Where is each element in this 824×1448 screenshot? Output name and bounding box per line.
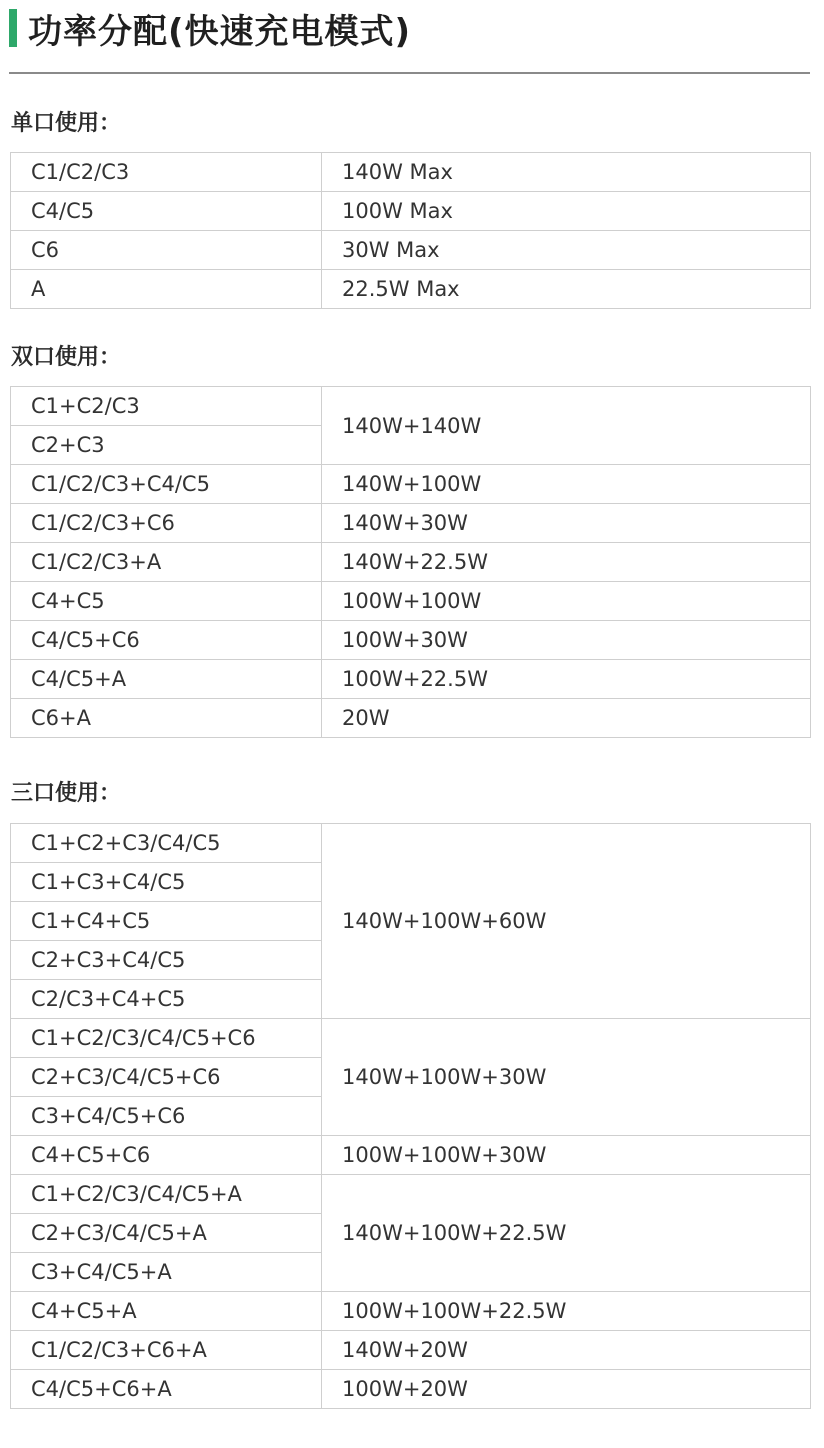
table-row [11,192,811,231]
table-row [11,1331,811,1370]
table-row [11,1175,811,1214]
section-title-triple-port: 三口使用： [11,781,122,806]
port-combo-cell: C2/C3+C4+C5 [11,980,322,1019]
page-header [9,4,411,52]
power-cell: 100W+22.5W [322,660,811,699]
port-combo-cell: C4/C5+C6 [11,621,322,660]
port-combo-cell: C1/C2/C3+C6+A [11,1331,322,1370]
port-combo-cell: C1/C2/C3+A [11,543,322,582]
power-cell: 20W [322,699,811,738]
port-combo-cell: C4/C5+C6+A [11,1370,322,1409]
port-combo-cell: C4+C5+C6 [11,1136,322,1175]
port-combo-cell: C4/C5+A [11,660,322,699]
table-row [11,1019,811,1058]
power-cell: 22.5W Max [322,270,811,309]
table-row [11,465,811,504]
port-combo-cell: C1/C2/C3+C4/C5 [11,465,322,504]
table-row [11,153,811,192]
port-combo-cell: C1+C2+C3/C4/C5 [11,824,322,863]
table-row [11,504,811,543]
triple-port-table [10,823,811,1409]
port-combo-cell: C2+C3 [11,426,322,465]
table-row [11,1370,811,1409]
power-cell: 100W+20W [322,1370,811,1409]
table-row [11,824,811,863]
power-cell: 140W+20W [322,1331,811,1370]
table-row [11,270,811,309]
port-combo-cell: A [11,270,322,309]
port-combo-cell: C1+C3+C4/C5 [11,863,322,902]
table-row [11,231,811,270]
port-combo-cell: C1+C2/C3/C4/C5+C6 [11,1019,322,1058]
power-cell: 140W+100W+60W [322,824,811,1019]
port-combo-cell: C1/C2/C3+C6 [11,504,322,543]
power-cell: 140W+100W [322,465,811,504]
accent-bar [9,9,17,47]
port-combo-cell: C4+C5+A [11,1292,322,1331]
port-combo-cell: C2+C3/C4/C5+A [11,1214,322,1253]
page-title: 功率分配(快速充电模式) [28,11,412,52]
port-combo-cell: C1+C2/C3 [11,387,322,426]
port-combo-cell: C3+C4/C5+C6 [11,1097,322,1136]
table-row [11,660,811,699]
power-cell: 140W+140W [322,387,811,465]
port-combo-cell: C4+C5 [11,582,322,621]
single-port-table [10,152,811,309]
power-cell: 100W+100W+22.5W [322,1292,811,1331]
port-combo-cell: C6+A [11,699,322,738]
port-combo-cell: C2+C3/C4/C5+C6 [11,1058,322,1097]
port-combo-cell: C3+C4/C5+A [11,1253,322,1292]
table-row [11,387,811,426]
table-row [11,1136,811,1175]
section-title-single-port: 单口使用： [11,111,122,136]
table-row [11,1292,811,1331]
table-row [11,699,811,738]
port-combo-cell: C1+C2/C3/C4/C5+A [11,1175,322,1214]
port-combo-cell: C6 [11,231,322,270]
port-combo-cell: C4/C5 [11,192,322,231]
power-cell: 100W+100W+30W [322,1136,811,1175]
port-combo-cell: C2+C3+C4/C5 [11,941,322,980]
table-row [11,621,811,660]
power-cell: 30W Max [322,231,811,270]
table-row [11,582,811,621]
port-combo-cell: C1+C4+C5 [11,902,322,941]
title-divider [9,72,810,74]
power-cell: 140W+100W+22.5W [322,1175,811,1292]
dual-port-table [10,386,811,738]
power-cell: 140W+30W [322,504,811,543]
power-cell: 100W Max [322,192,811,231]
power-cell: 100W+100W [322,582,811,621]
power-cell: 140W+100W+30W [322,1019,811,1136]
power-cell: 100W+30W [322,621,811,660]
power-cell: 140W+22.5W [322,543,811,582]
table-row [11,543,811,582]
section-title-dual-port: 双口使用： [11,345,122,370]
port-combo-cell: C1/C2/C3 [11,153,322,192]
power-cell: 140W Max [322,153,811,192]
